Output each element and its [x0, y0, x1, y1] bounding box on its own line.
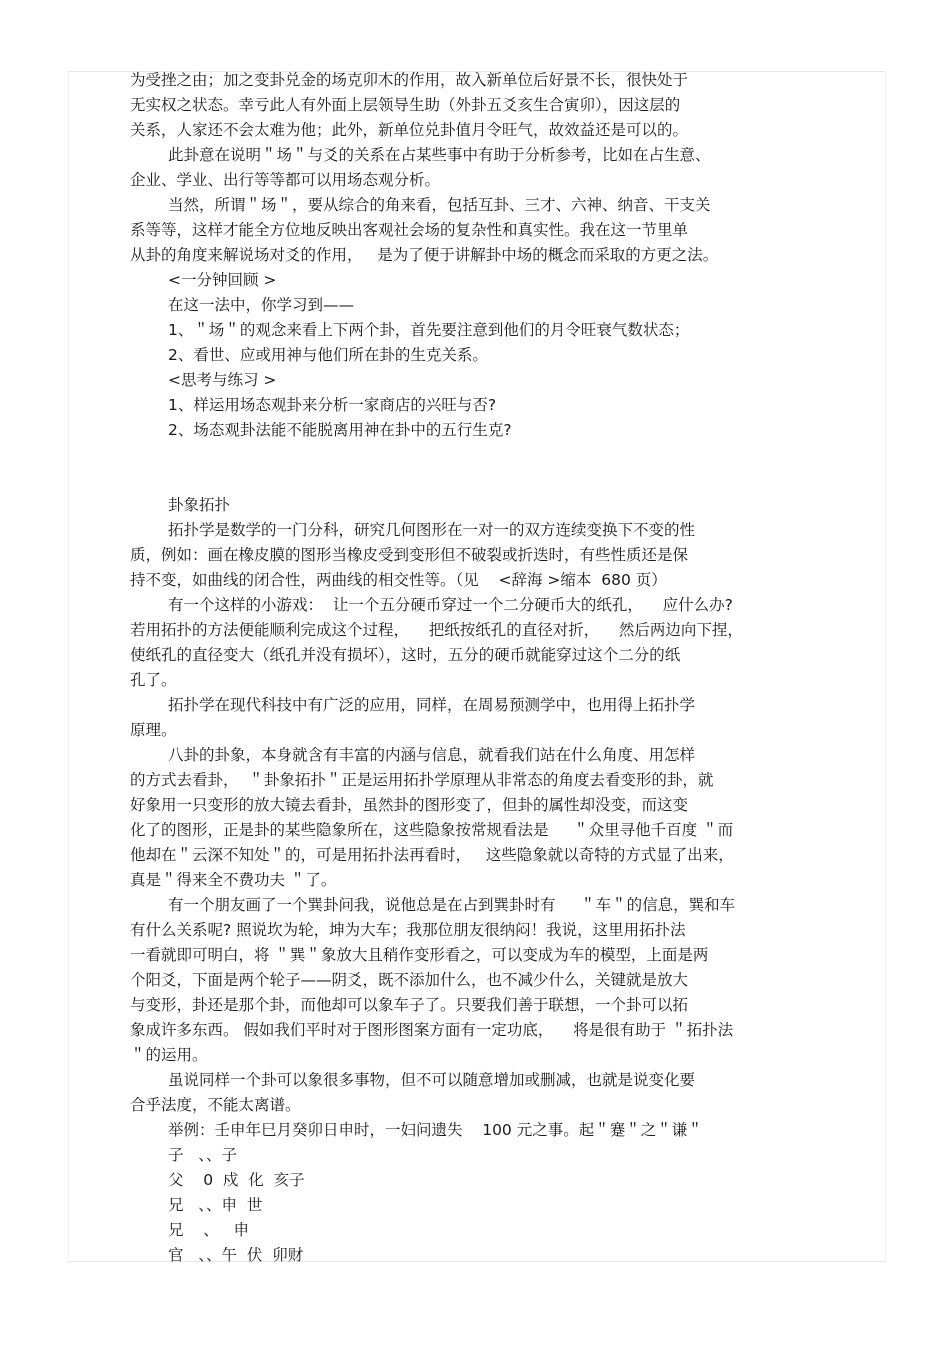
review-heading: <一分钟回顾 > [168, 271, 277, 289]
document-body [130, 68, 830, 1268]
text-line: 一看就即可明白，将 ＂巽＂象放大且稍作变形看之，可以变成为车的模型，上面是两 [130, 946, 709, 964]
text-line: 企业、学业、出行等等都可以用场态观分析。 [130, 171, 441, 189]
text-line: 好象用一只变形的放大镜去看卦，虽然卦的图形变了，但卦的属性却没变，而这变 [130, 796, 689, 814]
text-line: 为受挫之由；加之变卦兑金的场克卯木的作用，故入新单位后好景不长，很快处于 [130, 71, 689, 89]
text-line: 使纸孔的直径变大（纸孔并没有损坏），这时，五分的硬币就能穿过这个二分的纸 [130, 646, 681, 664]
example-line: 举例：壬申年巳月癸卯日申时，一妇问遗失 100 元之事。起＂蹇＂之＂谦＂ [168, 1121, 703, 1139]
text-line: 关系，人家还不会太难为他；此外，新单位兑卦值月令旺气，故效益还是可以的。 [130, 121, 689, 139]
gua-line: 子 、、子 [168, 1146, 238, 1164]
text-line: ＂的运用。 [130, 1046, 208, 1064]
gua-line: 官 、、午 伏 卯财 [168, 1246, 304, 1264]
gua-line: 兄 、 申 [168, 1221, 249, 1239]
text-line: 他却在＂云深不知处＂的，可是用拓扑法再看时， 这些隐象就以奇特的方式显了出来， [130, 846, 734, 864]
gua-line: 父 0 戍 化 亥子 [168, 1171, 305, 1189]
review-item: 1、＂场＂的观念来看上下两个卦，首先要注意到他们的月令旺衰气数状态； [168, 321, 690, 339]
spacer [130, 443, 830, 493]
text-line: 化了的图形，正是卦的某些隐象所在，这些隐象按常规看法是 ＂众里寻他千百度 ＂而 [130, 821, 734, 839]
text-line: 合乎法度，不能太离谱。 [130, 1096, 301, 1114]
text-line: 无实权之状态。幸亏此人有外面上层领导生助（外卦五爻亥生合寅卯），因这层的 [130, 96, 681, 114]
text-line: 象成许多东西。 假如我们平时对于图形图案方面有一定功底， 将是很有助于 ＂拓扑法 [130, 1021, 734, 1039]
review-item: 2、看世、应或用神与他们所在卦的生克关系。 [168, 346, 488, 364]
text-line: 当然，所谓＂场＂，要从综合的角来看，包括互卦、三才、六神、纳音、干支关 [168, 196, 711, 214]
text-line: 质，例如：画在橡皮膜的图形当橡皮受到变形但不破裂或折迭时，有些性质还是保 [130, 546, 689, 564]
text-line: 持不变，如曲线的闭合性，两曲线的相交性等。（见 <辞海 >缩本 680 页） [130, 571, 667, 589]
text-line: 与变形，卦还是那个卦，而他却可以象车子了。只要我们善于联想，一个卦可以拓 [130, 996, 689, 1014]
text-line: 若用拓扑的方法便能顺利完成这个过程， 把纸按纸孔的直径对折， 然后两边向下捏， [130, 621, 743, 639]
text-line: 孔了。 [130, 671, 177, 689]
text-line: 有什么关系呢? 照说坎为轮，坤为大车；我那位朋友很纳闷！我说，这里用拓扑法 [130, 921, 686, 939]
gua-line: 兄 、、申 世 [168, 1196, 263, 1214]
exercise-item: 2、场态观卦法能不能脱离用神在卦中的五行生克? [168, 421, 512, 439]
review-intro: 在这一法中，你学习到—— [168, 296, 355, 314]
text-line: 从卦的角度来解说场对爻的作用， 是为了便于讲解卦中场的概念而采取的方更之法。 [130, 246, 719, 264]
text-line: 有一个朋友画了一个巽卦问我，说他总是在占到巽卦时有 ＂车＂的信息，巽和车 [168, 896, 736, 914]
text-line: 有一个这样的小游戏： 让一个五分硬币穿过一个二分硬币大的纸孔， 应什么办? [168, 596, 733, 614]
text-line: 个阳爻，下面是两个轮子——阴爻，既不添加什么，也不减少什么，关键就是放大 [130, 971, 689, 989]
text-line: 此卦意在说明＂场＂与爻的关系在占某些事中有助于分析参考，比如在占生意、 [168, 146, 711, 164]
text-line: 系等等，这样才能全方位地反映出客观社会场的复杂性和真实性。我在这一节里单 [130, 221, 689, 239]
text-line: 的方式去看卦， ＂卦象拓扑＂正是运用拓扑学原理从非常态的角度去看变形的卦，就 [130, 771, 714, 789]
text-line: 拓扑学是数学的一门分科，研究几何图形在一对一的双方连续变换下不变的性 [168, 521, 696, 539]
section-title: 卦象拓扑 [168, 496, 231, 514]
text-line: 真是＂得来全不费功夫 ＂了。 [130, 871, 337, 889]
exercise-item: 1、样运用场态观卦来分析一家商店的兴旺与否? [168, 396, 497, 414]
exercise-heading: <思考与练习 > [168, 371, 277, 389]
text-line: 拓扑学在现代科技中有广泛的应用，同样，在周易预测学中，也用得上拓扑学 [168, 696, 696, 714]
text-line: 虽说同样一个卦可以象很多事物，但不可以随意增加或删减，也就是说变化要 [168, 1071, 696, 1089]
text-line: 八卦的卦象，本身就含有丰富的内涵与信息，就看我们站在什么角度、用怎样 [168, 746, 696, 764]
text-line: 原理。 [130, 721, 177, 739]
